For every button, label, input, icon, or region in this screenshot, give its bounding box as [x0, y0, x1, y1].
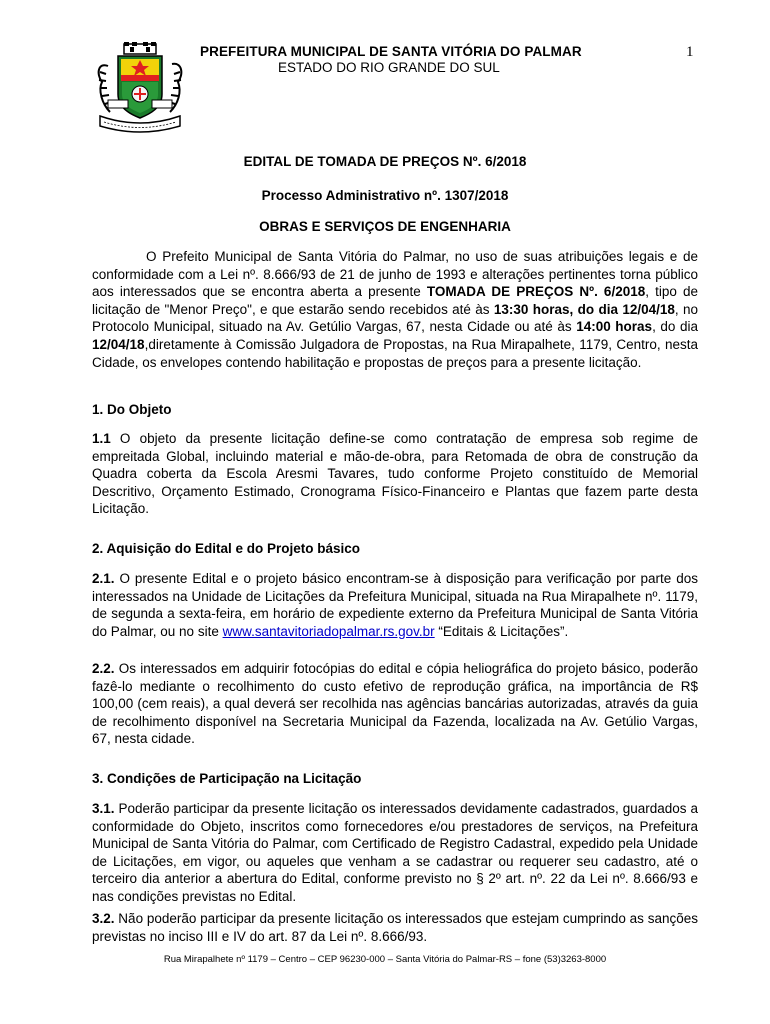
process-number: Processo Administrativo nº. 1307/2018 — [261, 188, 509, 203]
section-heading-objeto: 1. Do Objeto — [92, 402, 172, 417]
document-title: EDITAL DE TOMADA DE PREÇOS Nº. 6/2018 — [243, 154, 527, 169]
website-link[interactable]: www.santavitoriadopalmar.rs.gov.br — [222, 623, 435, 639]
header-title: PREFEITURA MUNICIPAL DE SANTA VITÓRIA DO PALMAR — [200, 44, 582, 59]
section-heading-participacao: 3. Condições de Participação na Licitação — [92, 771, 362, 786]
clause-2-1: 2.1. O presente Edital e o projeto básico encontram-se à disposição para verificação por parte dos interessados na Unidade de Licitações da Prefeitura Municipal, situada na Rua Mirapalhete nº. 1179, de segunda a sexta-feira, em horário de expediente externo da Prefeitura Municipal de Santa Vitória do Palmar, ou no site www.santavitoriadopalmar.rs.gov.br “Editais & Licitações”. — [92, 571, 698, 639]
section-heading-aquisicao: 2. Aquisição do Edital e do Projeto básico — [92, 541, 361, 556]
page-number: 1 — [686, 44, 694, 60]
clause-3-2: 3.2. Não poderão participar da presente licitação os interessados que estejam cumprindo as sanções previstas no inciso III e IV do art. 87 da Lei nº. 8.666/93. — [92, 911, 698, 944]
footer-address: Rua Mirapalhete nº 1179 – Centro – CEP 96230-000 – Santa Vitória do Palmar-RS – fone (53)3263-8000 — [163, 954, 607, 965]
clause-3-1: 3.1. Poderão participar da presente licitação os interessados devidamente cadastrados, guardados a conformidade do Objeto, inscritos como fornecedores e/ou prestadores de serviços, na Prefeitura Municipal de Santa Vitória do Palmar, com Certificado de Registro Cadastral, expedido pela Unidade de Licitações, em vigor, ou aqueles que venham a se cadastrar ou requerer seu cadastro, até o terceiro dia anterior a abertura do Edital, conforme previsto no § 2º art. nº. 22 da Lei nº. 8.666/93 e nas condições previstas no Edital. — [92, 801, 698, 904]
municipal-crest-logo — [94, 42, 186, 134]
intro-paragraph: O Prefeito Municipal de Santa Vitória do Palmar, no uso de suas atribuições legais e de conformidade com a Lei nº. 8.666/93 de 21 de junho de 1993 e alterações pertinentes torna público aos interessados que se encontra aberta a presente TOMADA DE PREÇOS Nº. 6/2018, tipo de licitação de "Menor Preço", e que estarão sendo recebidos até às 13:30 horas, do dia 12/04/18, no Protocolo Municipal, situado na Av. Getúlio Vargas, 67, nesta Cidade ou até às 14:00 horas, do dia 12/04/18,diretamente à Comissão Julgadora de Propostas, na Rua Mirapalhete, 1179, Centro, nesta Cidade, os envelopes contendo habilitação e propostas de preços para a presente licitação. — [92, 249, 699, 370]
clause-2-2: 2.2. Os interessados em adquirir fotocópias do edital e cópia heliográfica do projeto básico, poderão fazê-lo mediante o recolhimento do custo efetivo de reprodução gráfica, na importância de R$ 100,00 (cem reais), a qual deverá ser recolhida nas agências bancárias autorizadas, através da guia de recolhimento disponível na Secretaria Municipal da Fazenda, localizada na Av. Getúlio Vargas, 67, nesta cidade. — [92, 661, 698, 747]
clause-1-1: 1.1 O objeto da presente licitação define-se como contratação de empresa sob regime de empreitada Global, incluindo material e mão-de-obra, para Retomada de obra de construção da Quadra coberta da Escola Aresmi Tavares, tudo conforme Projeto constituído de Memorial Descritivo, Orçamento Estimado, Cronograma Físico-Financeiro e Plantas que fazem parte desta Licitação. — [92, 431, 698, 517]
header-subtitle: ESTADO DO RIO GRANDE DO SUL — [278, 60, 500, 75]
object-type-heading: OBRAS E SERVIÇOS DE ENGENHARIA — [259, 219, 511, 234]
